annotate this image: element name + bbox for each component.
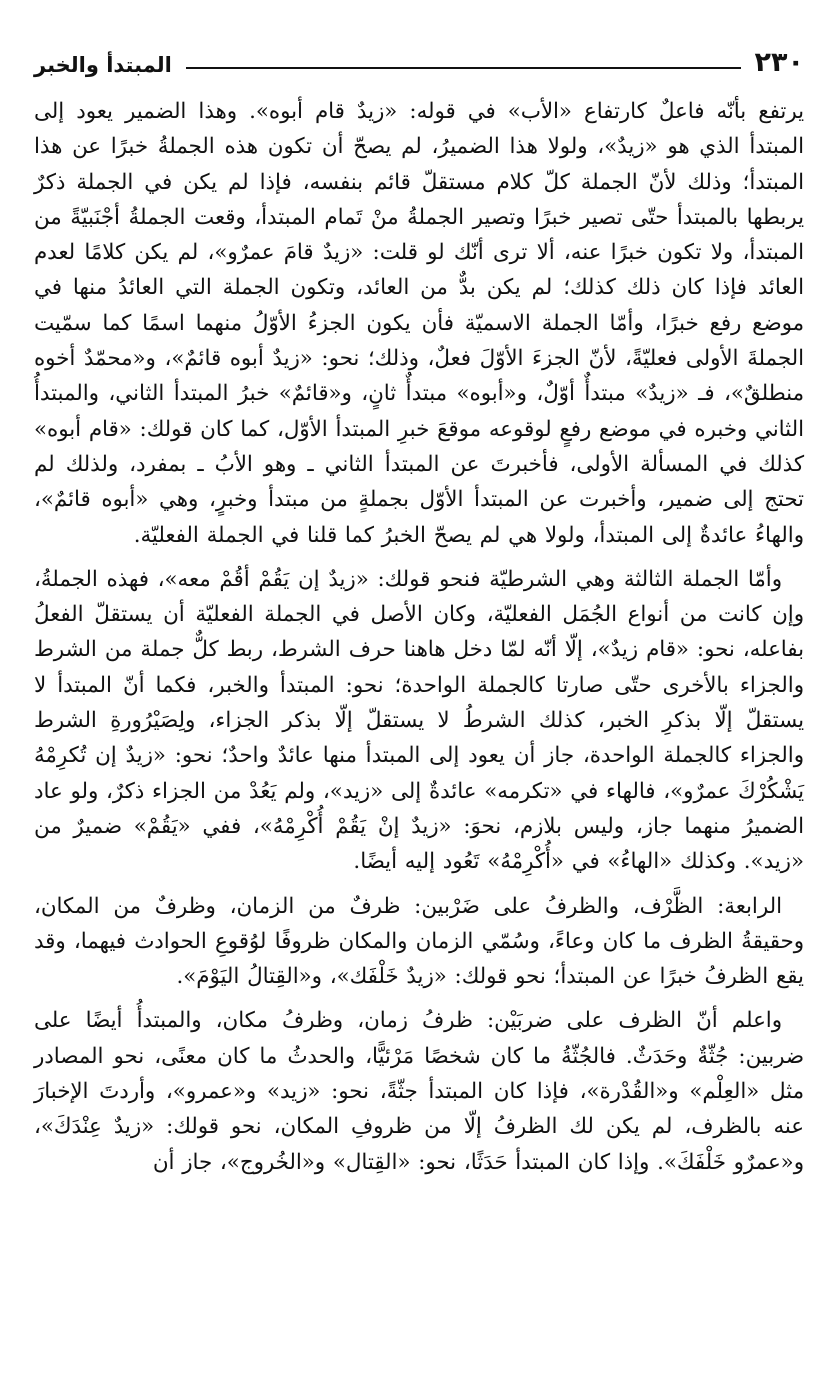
paragraph-4: واعلم أنّ الظرف على ضربَيْن: ظرفُ زمان، وظرفُ مكان، والمبتدأُ أيضًا على ضربين: جُثّةٌ وحَدَثٌ. فالجُثّةُ ما كان شخصًا مَرْئيًّا، والحدثُ ما كان معنًى، نحو المصادر مثل «العِلْم» و«القُدْرة»، فإذا كان المبتدأ جثّةً، نحو: «زيد» و«عمرو»، وأردتَ الإخبارَ عنه بالظرف، لم يكن لك الظرفُ إلّا من ظروفِ المكان، نحو قولك: «زيدٌ عِنْدَكَ»، و«عمرٌو خَلْفَكَ». وإذا كان المبتدأ حَدَثًا، نحو: «القِتال» و«الخُروج»، جاز أن	[34, 1008, 804, 1175]
paragraph-2: وأمّا الجملة الثالثة وهي الشرطيّة فنحو قولك: «زيدٌ إن يَقُمْ أقُمْ معه»، فهذه الجملةُ، وإن كانت من أنواع الجُمَل الفعليّة، وكان الأصل في الجملة الفعليّة أن يستقلّ الفعلُ بفاعله، نحو: «قام زيدٌ»، إلّا أنّه لمّا دخل هاهنا حرف الشرط، ربط كلٌّ جملة من الشرط والجزاء بالأخرى حتّى صارتا كالجملة الواحدة؛ نحو: المبتدأ والخبر، فكما أنّ المبتدأ لا يستقلّ إلّا بذكرِ الخبر، كذلك الشرطُ لا يستقلّ إلّا بذكر الجزاء، ولِصَيْرُورةِ الشرط والجزاء كالجملة الواحدة، جاز أن يعود إلى المبتدأ منها عائدٌ واحدٌ؛ نحو: «زيدٌ إن تُكرِمْهُ يَشْكُرْكَ عمرٌو»، فالهاء في «تكرمه» عائدةٌ إلى «زيد»، ولم يَعُدْ من الجزاء ذكرٌ، ولو عاد الضميرُ منهما جاز، وليس بلازم، نحوَ: «زيدٌ إنْ يَقُمْ أُكْرِمْهُ»، ففي «يَقُمْ» ضميرٌ من «زيد». وكذلك «الهاءُ» في «أُكْرِمْهُ» تَعُود إليه أيضًا.	[34, 566, 804, 875]
page-number: ٢٣٠	[754, 47, 804, 78]
page-body	[34, 94, 804, 1180]
header-rule	[186, 67, 741, 69]
running-header	[34, 38, 804, 76]
chapter-title: المبتدأ والخبر	[34, 53, 172, 77]
paragraph-3: الرابعة: الظَّرْف، والظرفُ على ضَرْبين: ظرفٌ من الزمان، وظرفٌ من المكان، وحقيقةُ الظرف ما كان وعاءً، وسُمّي الزمان والمكان ظروفًا لوُقوعِ الحوادث فيهما، وقد يقع الظرفُ خبرًا عن المبتدأ؛ نحو قولك: «زيدٌ خَلْفَك»، و«القِتالُ اليَوْمَ».	[34, 893, 804, 990]
paragraph-1: يرتفع بأنّه فاعلٌ كارتفاع «الأب» في قوله: «زيدٌ قام أبوه». وهذا الضمير يعود إلى المبتدأ الذي هو «زيدٌ»، ولولا هذا الضميرُ، لم يصحّ أن تكون هذه الجملةُ خبرًا عن هذا المبتدأ؛ وذلك لأنّ الجملة كلّ كلام مستقلّ قائم بنفسه، فإذا لم يكن في الجملة ذكرٌ يربطها بالمبتدأ حتّى تصير خبرًا وتصير الجملةُ منْ تَمام المبتدأ، وقعت الجملةُ أجْنَبيّةً من المبتدأ، ولا تكون خبرًا عنه، ألا ترى أنّك لو قلت: «زيدٌ قامَ عمرٌو»، لم يكن كلامًا لعدم العائد فإذا كان ذلك كذلك؛ لم يكن بدٌّ من العائد، وتكون الجملة التي العائدُ منها في موضع رفع خبرًا، وأمّا الجملة الاسميّة فأن يكون الجزءُ الأوّلُ منهما اسمًا كما سمّيت الجملةَ الأولى فعليّةً، لأنّ الجزءَ الأوّلَ فعلٌ، وذلك؛ نحو: «زيدٌ أبوه قائمٌ»، و«محمّدٌ أخوه منطلقٌ»، فـ «زيدٌ» مبتدأٌ أوّلٌ، و«أبوه» مبتدأٌ ثانٍ، و«قائمٌ» خبرُ المبتدأ الثاني، والمبتدأُ الثاني وخبره في موضع رفعٍ لوقوعه موقعَ خبرِ المبتدأ الأوّل، كما كان قولك: «قام أبوه» كذلك في المسألة الأولى، فأخبرتَ عن المبتدأ الثاني ـ وهو الأبُ ـ بمفرد، ولذلك لم تحتج إلى ضمير، وأخبرت عن المبتدأ الأوّل بجملةٍ من مبتدأ وخبرٍ، وهي «أبوه قائمٌ»، والهاءُ عائدةٌ إلى المبتدأ، ولولا هي لم يصحّ الخبرُ كما قلنا في الجملة الفعليّة.	[34, 99, 804, 548]
